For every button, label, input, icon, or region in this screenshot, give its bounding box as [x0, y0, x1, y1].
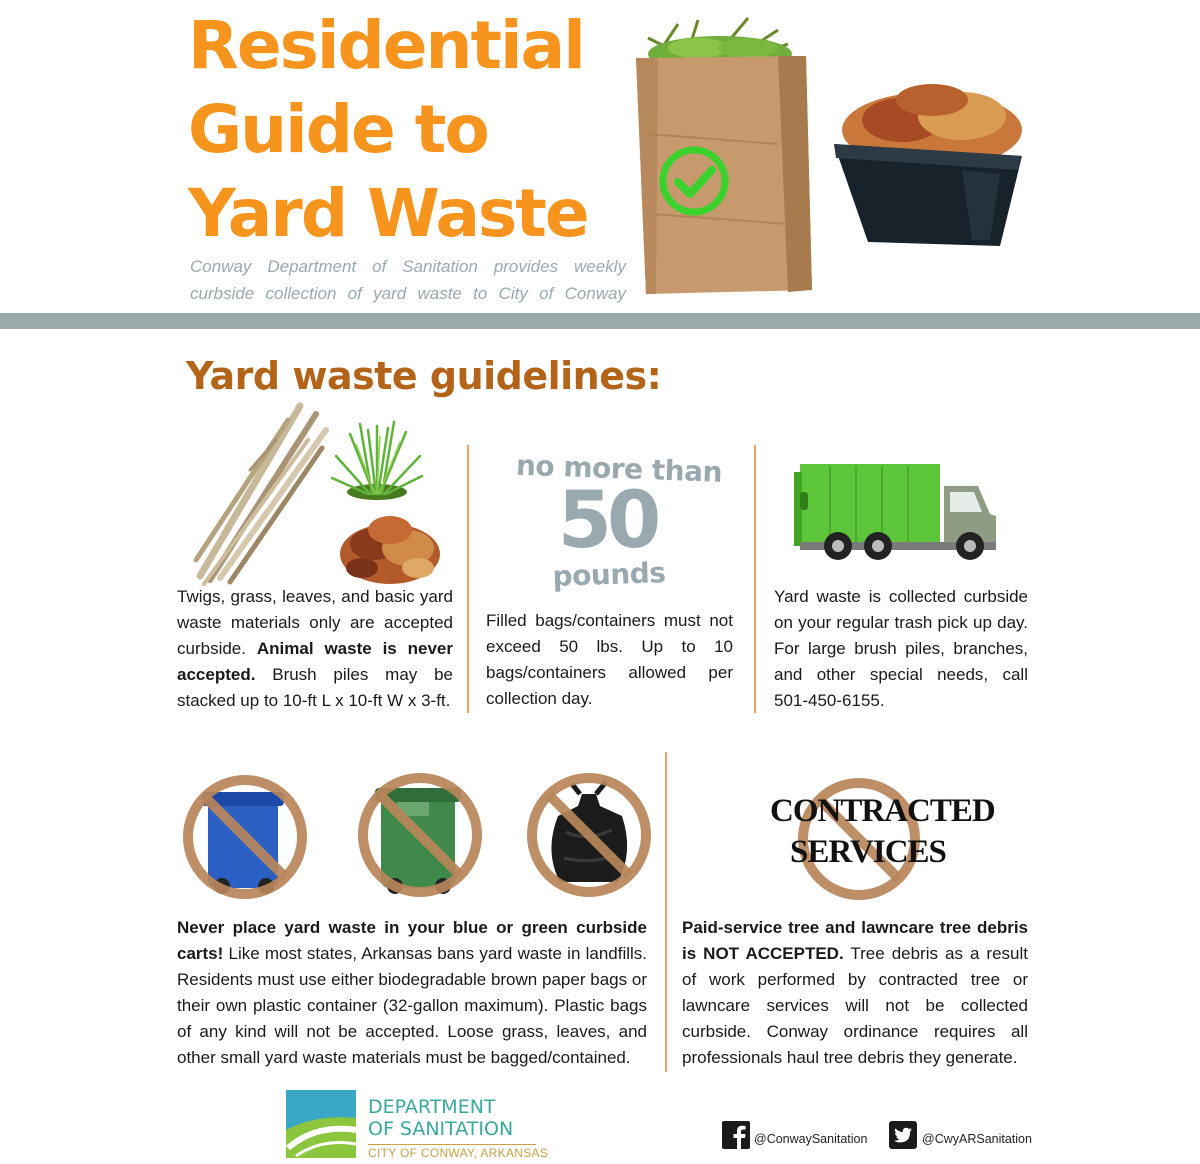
contracted-text-body: Tree debris as a result of work performed by contracted tree or lawncare services will not be collected curbside. Conway ordinance requires all professionals haul tree debris they generate.: [682, 944, 1028, 1067]
title-line-2: Guide to: [188, 91, 488, 168]
leaves-icon: [338, 504, 442, 588]
page-title: [188, 4, 608, 256]
contracted-sign-line-2: SERVICES: [790, 834, 946, 870]
logo-line-1: DEPARTMENT: [368, 1096, 496, 1118]
paper-bag-check-icon: [628, 14, 824, 304]
collection-text: Yard waste is collected curbside on your regular trash pick up day. For large brush piles, branches, and other special needs, call 501-450-6155.: [774, 587, 1028, 710]
logo-text: [368, 1096, 513, 1140]
weight-number: 50: [557, 476, 657, 566]
carts-warning: Never place yard waste in your blue or green curbside carts!: [177, 918, 647, 963]
column-divider: [754, 445, 756, 713]
title-line-3: Yard Waste: [188, 175, 588, 252]
guidelines-heading: Yard waste guidelines:: [186, 354, 662, 398]
weight-label-bottom: pounds: [552, 556, 666, 593]
facebook-icon[interactable]: [722, 1121, 750, 1149]
logo-line-2: OF SANITATION: [368, 1118, 514, 1140]
contracted-text: [682, 915, 1028, 1071]
materials-text: [177, 584, 453, 714]
carts-text: [177, 915, 647, 1071]
twigs-icon: [190, 400, 332, 586]
sanitation-logo-icon: [286, 1090, 358, 1160]
garbage-truck-icon: [790, 458, 1000, 562]
weight-label-top: no more than: [515, 448, 723, 489]
contracted-sign-line-1: CONTRACTED: [770, 793, 995, 829]
column-divider: [665, 752, 667, 1072]
materials-text-a: Twigs, grass, leaves, and basic yard waste materials only are accepted curbside.: [177, 587, 453, 658]
weight-text: Filled bags/containers must not exceed 50 lbs. Up to 10 bags/containers allowed per collection day.: [486, 611, 733, 708]
logo-subtitle: CITY OF CONWAY, ARKANSAS: [368, 1146, 549, 1160]
intro-text: Conway Department of Sanitation provides weekly curbside collection of yard waste to City of Conway: [190, 257, 626, 303]
carts-text-body: Like most states, Arkansas bans yard waste in landfills. Residents must use either biodegradable brown paper bags or their own plastic container (32-gallon maximum). Plastic bags of any kind will not be accepted. Loose grass, leaves, and other small yard waste materials must be bagged/contained.: [177, 944, 647, 1067]
animal-waste-warning: Animal waste is never accepted.: [177, 639, 454, 684]
section-divider: [0, 313, 1200, 329]
grass-icon: [330, 420, 424, 506]
contracted-warning: Paid-service tree and lawncare tree debris is NOT ACCEPTED.: [682, 918, 1028, 963]
no-green-cart-icon: [357, 772, 483, 898]
no-blue-cart-icon: [182, 774, 308, 900]
column-divider: [467, 445, 469, 713]
title-line-1: Residential: [188, 7, 584, 84]
no-plastic-bag-icon: [526, 772, 652, 898]
facebook-handle[interactable]: @ConwaySanitation: [754, 1132, 868, 1146]
twitter-handle[interactable]: @CwyARSanitation: [922, 1132, 1032, 1146]
leaf-bin-icon: [822, 70, 1038, 250]
twitter-icon[interactable]: [889, 1121, 917, 1149]
materials-text-b: Brush piles may be stacked up to 10-ft L x 10-ft W x 3-ft.: [177, 665, 453, 710]
